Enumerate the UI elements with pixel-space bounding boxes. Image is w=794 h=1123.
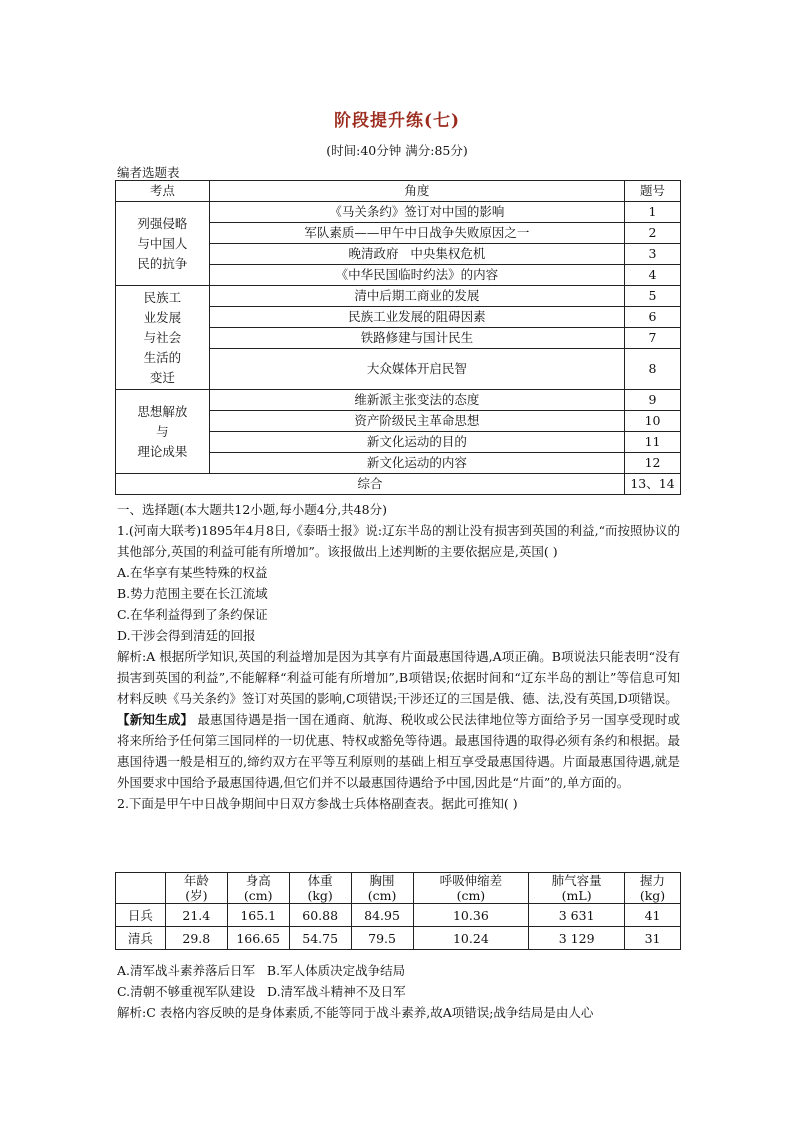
num-cell: 11 <box>625 432 681 453</box>
data-cell: 79.5 <box>351 927 413 950</box>
data-cell: 31 <box>625 927 681 950</box>
table-row <box>116 286 681 307</box>
num-cell: 6 <box>625 307 681 328</box>
options-line: A.清军战斗素养落后日军 B.军人体质决定战争结局 <box>117 963 406 978</box>
section-heading: 一、选择题(本大题共12小题,每小题4分,共48分) <box>117 502 387 517</box>
row-label: 清兵 <box>116 927 166 950</box>
knowledge-paragraph <box>117 709 680 793</box>
num-cell: 2 <box>625 223 681 244</box>
num-cell: 8 <box>625 349 681 390</box>
table-label: 编者选题表 <box>117 165 180 180</box>
table-header-row <box>116 181 681 202</box>
angle-cell: 军队素质——甲午中日战争失败原因之一 <box>209 223 624 244</box>
angle-cell: 《马关条约》签订对中国的影响 <box>209 202 624 223</box>
question-stem: 1.(河南大联考)1895年4月8日,《泰晤士报》说:辽东半岛的割让没有损害到英国的利益,“而按照协议的其他部分,英国的利益可能有所增加”。该报做出上述判断的主要依据应是,英国( ) <box>117 523 680 559</box>
header-cell: 握力 (kg) <box>625 873 681 904</box>
options-line: C.清朝不够重视军队建设 D.清军战斗精神不及日军 <box>117 984 406 999</box>
data-cell: 54.75 <box>289 927 351 950</box>
physique-table <box>115 872 681 950</box>
table-header-row <box>116 873 681 904</box>
angle-cell: 民族工业发展的阻碍因素 <box>209 307 624 328</box>
analysis-text: 解析:C 表格内容反映的是身体素质,不能等同于战斗素养,故A项错误;战争结局是由人心 <box>117 1005 594 1020</box>
topic-cell: 列强侵略 与中国人 民的抗争 <box>116 202 210 286</box>
corner-cell <box>116 873 166 904</box>
header-cell: 呼吸伸缩差 (cm) <box>413 873 529 904</box>
data-cell: 41 <box>625 904 681 927</box>
analysis-text: 解析:A 根据所学知识,英国的利益增加是因为其享有片面最惠国待遇,A项正确。B项说法只能表明“没有损害到英国的利益”,不能解释“利益可能有所增加”,B项错误;依据时间和“辽东半岛的割让”等信息可知材料反映《马关条约》签订对英国的影响,C项错误;干涉还辽的三国是俄、德、法,没有英国,D项错误。 <box>117 649 680 706</box>
num-cell: 4 <box>625 265 681 286</box>
angle-cell: 晚清政府 中央集权危机 <box>209 244 624 265</box>
data-cell: 60.88 <box>289 904 351 927</box>
header-cell: 胸围 (cm) <box>351 873 413 904</box>
angle-cell: 维新派主张变法的态度 <box>209 390 624 411</box>
header-cell: 角度 <box>209 181 624 202</box>
topic-cell: 民族工 业发展 与社会 生活的 变迁 <box>116 286 210 390</box>
data-cell: 84.95 <box>351 904 413 927</box>
row-label: 日兵 <box>116 904 166 927</box>
knowledge-text: 最惠国待遇是指一国在通商、航海、税收或公民法律地位等方面给予另一国享受现时或将来所给予任何第三国同样的一切优惠、特权或豁免等待遇。最惠国待遇的取得必须有条约和根据。最惠国待遇一般是相互的,缔约双方在平等互利原则的基础上相互享受最惠国待遇。片面最惠国待遇,就是外国要求中国给予最惠国待遇,但它们并不以最惠国待遇给予中国,因此是“片面”的,单方面的。 <box>117 712 680 790</box>
option-d: D.干涉会得到清廷的回报 <box>117 628 256 643</box>
num-cell: 12 <box>625 453 681 474</box>
num-cell: 5 <box>625 286 681 307</box>
num-cell: 10 <box>625 411 681 432</box>
data-cell: 10.36 <box>413 904 529 927</box>
header-cell: 肺气容量 (mL) <box>529 873 625 904</box>
page-subtitle: (时间:40分钟 满分:85分) <box>326 143 468 158</box>
table-footer-row <box>116 474 681 495</box>
option-b: B.势力范围主要在长江流域 <box>117 586 268 601</box>
data-cell: 165.1 <box>227 904 289 927</box>
header-cell: 考点 <box>116 181 210 202</box>
num-cell: 1 <box>625 202 681 223</box>
table-row <box>116 927 681 950</box>
header-cell: 身高 (cm) <box>227 873 289 904</box>
angle-cell: 《中华民国临时约法》的内容 <box>209 265 624 286</box>
num-cell: 3 <box>625 244 681 265</box>
option-a: A.在华享有某些特殊的权益 <box>117 565 268 580</box>
data-cell: 29.8 <box>165 927 227 950</box>
num-cell: 7 <box>625 328 681 349</box>
angle-cell: 新文化运动的目的 <box>209 432 624 453</box>
data-cell: 3 631 <box>529 904 625 927</box>
selection-table <box>115 180 681 495</box>
table-row <box>116 904 681 927</box>
num-cell: 9 <box>625 390 681 411</box>
angle-cell: 清中后期工商业的发展 <box>209 286 624 307</box>
data-cell: 21.4 <box>165 904 227 927</box>
table-row <box>116 202 681 223</box>
footer-label-cell: 综合 <box>116 474 625 495</box>
topic-cell: 思想解放 与 理论成果 <box>116 390 210 474</box>
table-row <box>116 390 681 411</box>
data-cell: 10.24 <box>413 927 529 950</box>
question-stem: 2.下面是甲午中日战争期间中日双方参战士兵体格副查表。据此可推知( ) <box>117 796 518 811</box>
knowledge-label: 【新知生成】 <box>117 712 194 727</box>
angle-cell: 资产阶级民主革命思想 <box>209 411 624 432</box>
page-title: 阶段提升练(七) <box>333 111 461 131</box>
header-cell: 体重 (kg) <box>289 873 351 904</box>
option-c: C.在华利益得到了条约保证 <box>117 607 268 622</box>
question-block-2 <box>117 960 680 1023</box>
footer-num-cell: 13、14 <box>625 474 681 495</box>
angle-cell: 大众媒体开启民智 <box>209 349 624 390</box>
angle-cell: 铁路修建与国计民生 <box>209 328 624 349</box>
data-cell: 3 129 <box>529 927 625 950</box>
question-block-1 <box>117 499 680 814</box>
data-cell: 166.65 <box>227 927 289 950</box>
header-cell: 题号 <box>625 181 681 202</box>
angle-cell: 新文化运动的内容 <box>209 453 624 474</box>
header-cell: 年龄 (岁) <box>165 873 227 904</box>
